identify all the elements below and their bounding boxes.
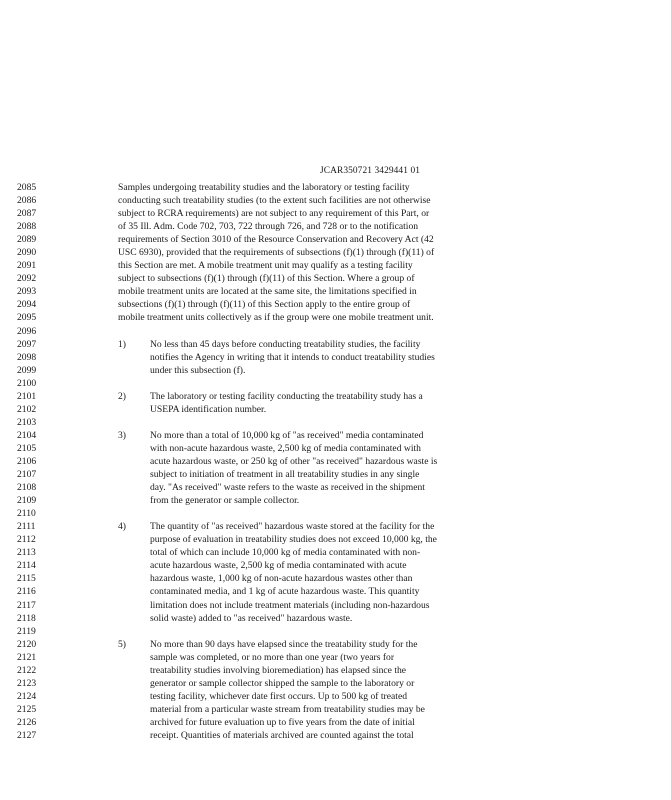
line-text: No more than a total of 10,000 kg of "as received" media contaminated <box>150 429 424 441</box>
text-line <box>0 246 671 259</box>
line-number: 2102 <box>17 403 37 415</box>
line-number: 2109 <box>17 495 37 507</box>
line-text: No more than 90 days have elapsed since the treatability study for the <box>150 638 418 650</box>
text-line <box>0 207 671 220</box>
text-line <box>0 612 671 625</box>
line-text: acute hazardous waste, or 250 kg of other "as received" hazardous waste is <box>150 455 438 467</box>
text-line <box>0 377 671 390</box>
list-item-label: 5) <box>118 638 126 650</box>
text-line <box>0 325 671 338</box>
document-body <box>0 181 671 742</box>
line-text: acute hazardous waste, 2,500 kg of media contaminated with acute <box>150 560 407 572</box>
line-text: The quantity of "as received" hazardous waste stored at the facility for the <box>150 521 435 533</box>
line-text: subject to initiation of treatment in all treatability studies in any single <box>150 469 420 481</box>
text-line <box>0 507 671 520</box>
line-text: this Section are met. A mobile treatment unit may qualify as a testing facility <box>118 260 413 272</box>
line-number: 2101 <box>17 390 37 402</box>
line-number: 2121 <box>17 651 37 663</box>
text-line <box>0 390 671 403</box>
list-item-label: 1) <box>118 338 126 350</box>
line-number: 2096 <box>17 325 37 337</box>
line-text: subsections (f)(1) through (f)(11) of this Section apply to the entire group of <box>118 299 411 311</box>
text-line <box>0 677 671 690</box>
line-text: requirements of Section 3010 of the Resource Conservation and Recovery Act (42 <box>118 234 434 246</box>
text-line <box>0 416 671 429</box>
line-text: sample was completed, or no more than one year (two years for <box>150 651 395 663</box>
text-line <box>0 481 671 494</box>
line-number: 2113 <box>17 547 36 559</box>
line-number: 2099 <box>17 364 37 376</box>
text-line <box>0 220 671 233</box>
text-line <box>0 181 671 194</box>
line-text: notifies the Agency in writing that it intends to conduct treatability studies <box>150 351 435 363</box>
line-text: conducting such treatability studies (to the extent such facilities are not otherwise <box>118 195 431 207</box>
line-number: 2122 <box>17 664 37 676</box>
line-text: total of which can include 10,000 kg of media contaminated with non- <box>150 547 421 559</box>
line-text: under this subsection (f). <box>150 364 246 376</box>
line-text: subject to RCRA requirements) are not subject to any requirement of this Part, or <box>118 208 430 220</box>
text-line <box>0 468 671 481</box>
text-line <box>0 351 671 364</box>
line-text: from the generator or sample collector. <box>150 495 300 507</box>
line-number: 2126 <box>17 716 37 728</box>
text-line <box>0 194 671 207</box>
text-line <box>0 364 671 377</box>
line-text: USC 6930), provided that the requirements of subsections (f)(1) through (f)(11) of <box>118 247 435 259</box>
line-number: 2118 <box>17 612 36 624</box>
line-number: 2104 <box>17 429 37 441</box>
text-line <box>0 285 671 298</box>
line-number: 2085 <box>17 182 37 193</box>
line-text: mobile treatment units collectively as if the group were one mobile treatment unit. <box>118 312 434 324</box>
line-number: 2106 <box>17 455 37 467</box>
list-item-label: 3) <box>118 429 126 441</box>
text-line <box>0 703 671 716</box>
line-number: 2087 <box>17 208 37 220</box>
line-text: mobile treatment units are located at the same site, the limitations specified in <box>118 286 417 298</box>
line-text: archived for future evaluation up to five years from the date of initial <box>150 716 415 728</box>
line-number: 2123 <box>17 677 37 689</box>
line-number: 2111 <box>17 521 36 533</box>
line-number: 2088 <box>17 221 37 233</box>
line-text: No less than 45 days before conducting treatability studies, the facility <box>150 338 421 350</box>
line-number: 2098 <box>17 351 37 363</box>
line-number: 2094 <box>17 299 37 311</box>
text-line <box>0 638 671 651</box>
text-line <box>0 664 671 677</box>
line-number: 2110 <box>17 508 36 520</box>
list-item-label: 4) <box>118 521 126 533</box>
text-line <box>0 690 671 703</box>
text-line <box>0 533 671 546</box>
line-text: subject to subsections (f)(1) through (f)(11) of this Section. Where a group of <box>118 273 415 285</box>
text-line <box>0 272 671 285</box>
line-text: of 35 Ill. Adm. Code 702, 703, 722 through 726, and 728 or to the notification <box>118 221 419 233</box>
text-line <box>0 429 671 442</box>
line-text: treatability studies involving bioremediation) has elapsed since the <box>150 664 407 676</box>
line-number: 2095 <box>17 312 37 324</box>
line-text: generator or sample collector shipped the sample to the laboratory or <box>150 677 415 689</box>
line-number: 2116 <box>17 586 36 598</box>
line-number: 2107 <box>17 469 37 481</box>
text-line <box>0 233 671 246</box>
list-item-label: 2) <box>118 390 126 402</box>
line-number: 2125 <box>17 703 37 715</box>
text-line <box>0 559 671 572</box>
text-line <box>0 455 671 468</box>
line-number: 2090 <box>17 247 37 259</box>
text-line <box>0 599 671 612</box>
line-number: 2114 <box>17 560 36 572</box>
line-number: 2092 <box>17 273 37 285</box>
line-text: testing facility, whichever date first occurs. Up to 500 kg of treated <box>150 690 407 702</box>
line-number: 2105 <box>17 442 37 454</box>
line-text: Samples undergoing treatability studies and the laboratory or testing facility <box>118 182 410 193</box>
line-text: The laboratory or testing facility conducting the treatability study has a <box>150 390 423 402</box>
line-text: purpose of evaluation in treatability studies does not exceed 10,000 kg, the <box>150 534 437 546</box>
line-number: 2120 <box>17 638 37 650</box>
text-line <box>0 625 671 638</box>
line-text: limitation does not include treatment materials (including non-hazardous <box>150 599 430 611</box>
line-number: 2089 <box>17 234 37 246</box>
text-line <box>0 403 671 416</box>
text-line <box>0 520 671 533</box>
line-number: 2091 <box>17 260 37 272</box>
line-number: 2127 <box>17 729 37 741</box>
line-number: 2117 <box>17 599 36 611</box>
line-number: 2100 <box>17 377 37 389</box>
text-line <box>0 585 671 598</box>
line-text: USEPA identification number. <box>150 403 267 415</box>
text-line <box>0 338 671 351</box>
line-number: 2124 <box>17 690 37 702</box>
text-line <box>0 729 671 742</box>
line-number: 2093 <box>17 286 37 298</box>
text-line <box>0 651 671 664</box>
text-line <box>0 494 671 507</box>
text-line <box>0 546 671 559</box>
text-line <box>0 298 671 311</box>
line-text: hazardous waste, 1,000 kg of non-acute hazardous wastes other than <box>150 573 413 585</box>
line-text: solid waste) added to "as received" hazardous waste. <box>150 612 353 624</box>
line-number: 2115 <box>17 573 36 585</box>
line-number: 2119 <box>17 625 36 637</box>
text-line <box>0 716 671 729</box>
line-number: 2086 <box>17 195 37 207</box>
text-line <box>0 442 671 455</box>
line-number: 2112 <box>17 534 36 546</box>
line-number: 2103 <box>17 416 37 428</box>
document-id-header: JCAR350721 3429441 01 <box>320 166 421 176</box>
text-line <box>0 311 671 324</box>
line-text: material from a particular waste stream from treatability studies may be <box>150 703 425 715</box>
line-text: with non-acute hazardous waste, 2,500 kg of media contaminated with <box>150 442 421 454</box>
line-number: 2108 <box>17 482 37 494</box>
text-line <box>0 572 671 585</box>
line-number: 2097 <box>17 338 37 350</box>
line-text: day. "As received" waste refers to the waste as received in the shipment <box>150 482 425 494</box>
text-line <box>0 259 671 272</box>
line-text: receipt. Quantities of materials archived are counted against the total <box>150 729 414 741</box>
line-text: contaminated media, and 1 kg of acute hazardous waste. This quantity <box>150 586 420 598</box>
